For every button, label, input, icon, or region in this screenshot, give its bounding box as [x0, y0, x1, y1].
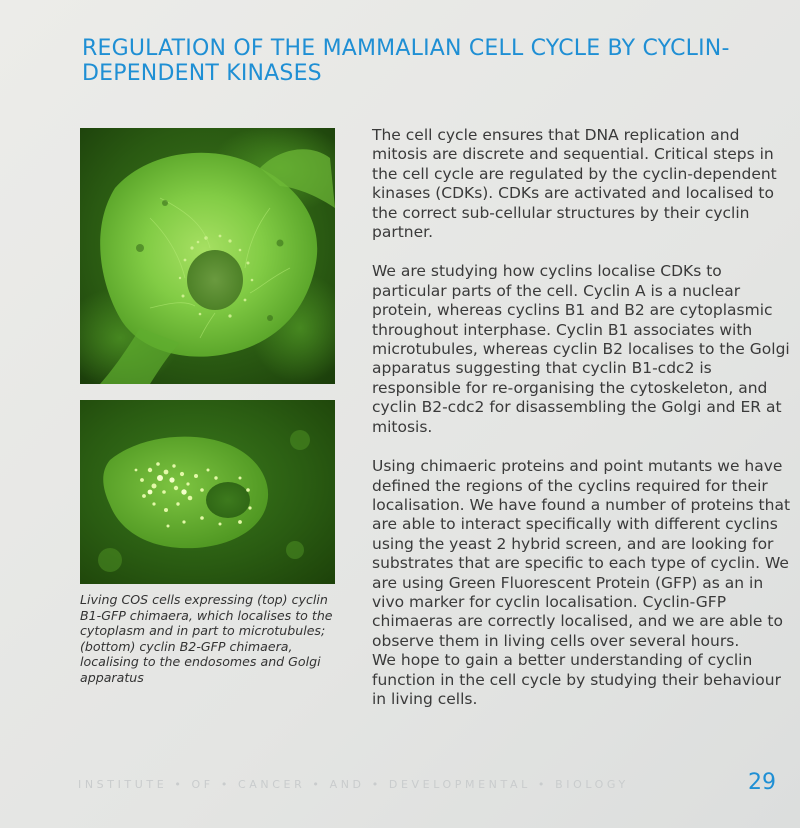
micrograph-cyclin-b2-image [80, 400, 335, 584]
page-title: REGULATION OF THE MAMMALIAN CELL CYCLE BY CYCLIN-DEPENDENT KINASES [82, 36, 730, 86]
figure-caption: Living COS cells expressing (top) cyclin B1-GFP chimaera, which localises to the cytoplasm and in part to microtubules; (bottom) cyclin B2-GFP chimaera, localising to the endosomes and Golgi apparatus [80, 592, 333, 685]
paragraph-chimaeric-proteins: Using chimaeric proteins and point mutants we have defined the regions of the cyclins required for their localisation. We have found a number of proteins that are able to interact specifically with different cyclins using the yeast 2 hybrid screen, and are looking for substrates that are specific to each type of cyclin. We are using Green Fluorescent Protein (GFP) as an in vivo marker for cyclin localisation. Cyclin-GFP chimaeras are correctly localised, and we are able to observe them in living cells over several hours. [372, 457, 791, 650]
paragraph-cyclin-localisation: We are studying how cyclins localise CDKs to particular parts of the cell. Cyclin A is a nuclear protein, whereas cyclins B1 and B2 are cytoplasmic throughout interphase. Cyclin B1 associates with microtubules, whereas cyclin B2 localises to the Golgi apparatus suggesting that cyclin B1-cdc2 is responsible for re-organising the cytoskeleton, and cyclin B2-cdc2 for disassembling the Golgi and ER at mitosis. [372, 262, 790, 436]
page-number: 29 [748, 770, 776, 795]
paragraph-cell-cycle: The cell cycle ensures that DNA replication and mitosis are discrete and sequential. Critical steps in the cell cycle are regulated by the cyclin-dependent kinases (CDKs). CDKs are activated and localised to the correct sub-cellular structures by their cyclin partner. [372, 126, 777, 242]
body-text [372, 126, 792, 709]
micrograph-cyclin-b1-image [80, 128, 335, 384]
paragraph-future-work: We hope to gain a better understanding of cyclin function in the cell cycle by studying their behaviour in living cells. [372, 651, 781, 708]
micrograph-cyclin-b2-gfp [80, 400, 335, 584]
micrograph-cyclin-b1-gfp [80, 128, 335, 384]
footer-institute-name: INSTITUTE • OF • CANCER • AND • DEVELOPMENTAL • BIOLOGY [78, 778, 629, 791]
